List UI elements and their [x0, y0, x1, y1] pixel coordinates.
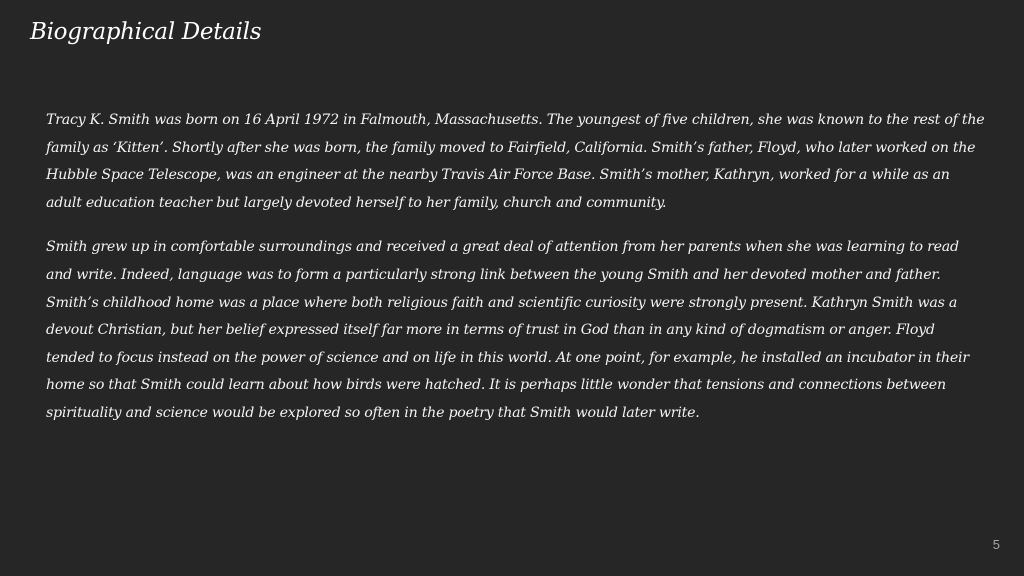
slide-title: Biographical Details: [30, 19, 262, 45]
page-number: 5: [992, 537, 1000, 552]
paragraph-childhood: Smith grew up in comfortable surroundings and received a great deal of attention from her parents when she was learning to read and write. Indeed, language was to form a particularly strong link between the young Smith and her devoted mother and father. Smith’s childhood home was a place where both religious faith and scientific curiosity were strongly present. Kathryn Smith was a devout Christian, but her belief expressed itself far more in terms of trust in God than in any kind of dogmatism or anger. Floyd tended to focus instead on the power of science and on life in this world. At one point, for example, he installed an incubator in their home so that Smith could learn about how birds were hatched. It is perhaps little wonder that tensions and connections between spirituality and science would be explored so often in the poetry that Smith would later write.: [46, 239, 969, 421]
slide-body: [46, 107, 986, 445]
paragraph-early-life: Tracy K. Smith was born on 16 April 1972 in Falmouth, Massachusetts. The youngest of five children, she was known to the rest of the family as ‘Kitten’. Shortly after she was born, the family moved to Fairfield, California. Smith’s father, Floyd, who later worked on the Hubble Space Telescope, was an engineer at the nearby Travis Air Force Base. Smith’s mother, Kathryn, worked for a while as an adult education teacher but largely devoted herself to her family, church and community.: [46, 112, 985, 211]
